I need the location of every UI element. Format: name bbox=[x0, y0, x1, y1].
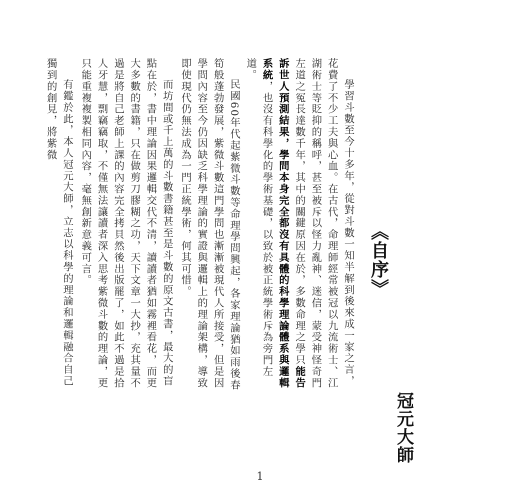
paragraph-4-text: 有鑑於此，本人冠元大師，立志以科學的理論和邏輯融合自己獨到的創見，將紫微 bbox=[44, 58, 73, 387]
paragraph-1 bbox=[242, 58, 356, 394]
paragraph-1-emphasis: 能告訴世人預測結果，學問本身完全都沒有具體的科學理論體系與邏輯系統 bbox=[260, 58, 306, 389]
paragraph-2 bbox=[177, 58, 242, 394]
paragraph-1-text-end: ，也沒有科學化的學術基礎，以致於被正統學術斥為旁門左道。 bbox=[244, 58, 273, 378]
document-title: 《自序》 bbox=[368, 222, 389, 298]
author-signature: 冠元大師 bbox=[393, 392, 413, 464]
paragraph-3 bbox=[77, 58, 175, 394]
preface-body bbox=[44, 58, 356, 394]
paragraph-2-text: 民國60年代起紫微斗數等命理學問興起，各家理論猶如雨後春筍般蓬勃發展，紫微斗數這門學問也漸漸被現代人所接受，但是因學問內容至今仍因缺乏科學理論的實證與邏輯上的理論架構，導致即使現代仍無法成為一門正統學術，何其可惜。 bbox=[179, 58, 240, 391]
paragraph-1-text: 學習斗數至今十多年，從對斗數一知半解到後來成一家之言，花費了不少工夫與心血。在古代，命理師經常被冠以九流術士、江湖術士等貶抑的稱呼，甚至被斥以怪力亂神、迷信，蒙受神怪奇門左道之冤長達數千年，其中的關鍵原因在於，多數命理之學只 bbox=[293, 58, 354, 389]
paragraph-4 bbox=[42, 58, 75, 394]
page-number: 1 bbox=[256, 470, 264, 483]
paragraph-3-text: 而坊間或千上萬的斗數書籍甚至是斗數的原文古書，最大的盲點在於，書中理論因果邏輯交代不清，讀讀者猶如霧裡看花，而更大多數的書籍，只在做剪刀膠糊之功，天下文章一大抄，充其量不過是將自己老師上課的內容完全拷貝然後出版罷了，如此不過是拾人牙慧，剽竊竊取，不僅無法讓讀者深入思考紫微斗數的理論，更只能重複複製相同內容，毫無創新意義可言。 bbox=[79, 58, 173, 389]
